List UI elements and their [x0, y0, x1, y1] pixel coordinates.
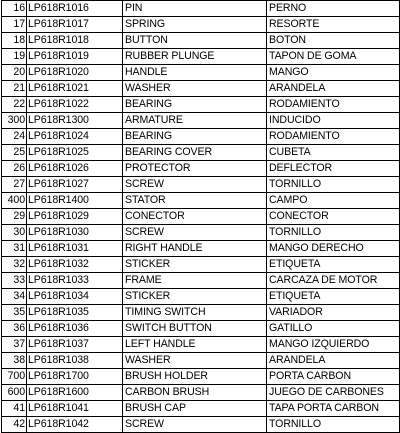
part-code: LP618R1029	[27, 209, 123, 225]
part-name-es: JUEGO DE CARBONES	[267, 385, 400, 401]
part-name-en: SCREW	[123, 177, 267, 193]
part-name-es: ARANDELA	[267, 81, 400, 97]
part-name-es: ETIQUETA	[267, 257, 400, 273]
part-number: 16	[2, 1, 27, 17]
part-name-en: BUTTON	[123, 33, 267, 49]
part-name-es: CUBETA	[267, 145, 400, 161]
part-number: 29	[2, 209, 27, 225]
part-name-en: BEARING	[123, 97, 267, 113]
table-row	[2, 145, 400, 161]
table-row	[2, 209, 400, 225]
part-name-es: RODAMIENTO	[267, 97, 400, 113]
part-name-es: ETIQUETA	[267, 289, 400, 305]
table-row	[2, 33, 400, 49]
part-name-es: TORNILLO	[267, 417, 400, 433]
part-number: 22	[2, 97, 27, 113]
table-row	[2, 241, 400, 257]
table-row	[2, 289, 400, 305]
part-name-en: CONECTOR	[123, 209, 267, 225]
part-number: 17	[2, 17, 27, 33]
part-name-en: PIN	[123, 1, 267, 17]
part-name-en: WASHER	[123, 81, 267, 97]
part-number: 38	[2, 353, 27, 369]
part-name-es: CARCAZA DE MOTOR	[267, 273, 400, 289]
part-code: LP618R1042	[27, 417, 123, 433]
table-row	[2, 257, 400, 273]
part-name-es: GATILLO	[267, 321, 400, 337]
table-row	[2, 337, 400, 353]
part-name-es: VARIADOR	[267, 305, 400, 321]
part-name-en: BEARING	[123, 129, 267, 145]
table-row	[2, 113, 400, 129]
table-row	[2, 177, 400, 193]
part-number: 26	[2, 161, 27, 177]
parts-table	[1, 0, 400, 433]
part-code: LP618R1020	[27, 65, 123, 81]
part-name-es: INDUCIDO	[267, 113, 400, 129]
part-number: 41	[2, 401, 27, 417]
table-row	[2, 369, 400, 385]
part-name-es: RODAMIENTO	[267, 129, 400, 145]
part-code: LP618R1018	[27, 33, 123, 49]
part-number: 42	[2, 417, 27, 433]
table-row	[2, 161, 400, 177]
part-name-es: PERNO	[267, 1, 400, 17]
part-name-en: BEARING COVER	[123, 145, 267, 161]
part-name-es: ARANDELA	[267, 353, 400, 369]
part-number: 25	[2, 145, 27, 161]
part-number: 21	[2, 81, 27, 97]
part-code: LP618R1017	[27, 17, 123, 33]
part-name-en: BRUSH CAP	[123, 401, 267, 417]
table-row	[2, 129, 400, 145]
part-name-en: SPRING	[123, 17, 267, 33]
part-code: LP618R1035	[27, 305, 123, 321]
part-code: LP618R1037	[27, 337, 123, 353]
part-name-es: CAMPO	[267, 193, 400, 209]
part-name-en: ARMATURE	[123, 113, 267, 129]
part-name-en: SWITCH BUTTON	[123, 321, 267, 337]
table-row	[2, 321, 400, 337]
part-name-en: STICKER	[123, 257, 267, 273]
part-number: 31	[2, 241, 27, 257]
part-code: LP618R1036	[27, 321, 123, 337]
part-name-en: HANDLE	[123, 65, 267, 81]
table-row	[2, 273, 400, 289]
part-number: 30	[2, 225, 27, 241]
part-code: LP618R1027	[27, 177, 123, 193]
part-name-en: STICKER	[123, 289, 267, 305]
part-code: LP618R1026	[27, 161, 123, 177]
part-code: LP618R1041	[27, 401, 123, 417]
table-row	[2, 225, 400, 241]
part-number: 36	[2, 321, 27, 337]
part-name-en: RIGHT HANDLE	[123, 241, 267, 257]
part-code: LP618R1031	[27, 241, 123, 257]
table-row	[2, 353, 400, 369]
table-row	[2, 1, 400, 17]
part-name-es: MANGO DERECHO	[267, 241, 400, 257]
part-code: LP618R1034	[27, 289, 123, 305]
table-row	[2, 193, 400, 209]
part-code: LP618R1022	[27, 97, 123, 113]
part-number: 34	[2, 289, 27, 305]
part-name-es: MANGO	[267, 65, 400, 81]
part-code: LP618R1032	[27, 257, 123, 273]
part-code: LP618R1016	[27, 1, 123, 17]
part-name-en: BRUSH HOLDER	[123, 369, 267, 385]
part-name-es: BOTON	[267, 33, 400, 49]
part-name-es: MANGO IZQUIERDO	[267, 337, 400, 353]
part-number: 32	[2, 257, 27, 273]
table-row	[2, 401, 400, 417]
part-number: 700	[2, 369, 27, 385]
part-code: LP618R1019	[27, 49, 123, 65]
part-name-es: TORNILLO	[267, 177, 400, 193]
parts-table-body	[2, 1, 400, 433]
part-code: LP618R1030	[27, 225, 123, 241]
table-row	[2, 305, 400, 321]
part-name-es: TAPON DE GOMA	[267, 49, 400, 65]
table-row	[2, 81, 400, 97]
part-number: 300	[2, 113, 27, 129]
part-code: LP618R1700	[27, 369, 123, 385]
part-name-es: PORTA CARBON	[267, 369, 400, 385]
part-name-en: RUBBER PLUNGE	[123, 49, 267, 65]
part-number: 20	[2, 65, 27, 81]
table-row	[2, 65, 400, 81]
part-name-es: CONECTOR	[267, 209, 400, 225]
part-number: 37	[2, 337, 27, 353]
part-number: 19	[2, 49, 27, 65]
table-row	[2, 17, 400, 33]
part-code: LP618R1400	[27, 193, 123, 209]
part-number: 35	[2, 305, 27, 321]
part-code: LP618R1024	[27, 129, 123, 145]
part-name-es: TAPA PORTA CARBON	[267, 401, 400, 417]
part-number: 24	[2, 129, 27, 145]
part-code: LP618R1600	[27, 385, 123, 401]
part-name-es: DEFLECTOR	[267, 161, 400, 177]
part-name-es: TORNILLO	[267, 225, 400, 241]
part-code: LP618R1021	[27, 81, 123, 97]
part-name-en: STATOR	[123, 193, 267, 209]
part-name-es: RESORTE	[267, 17, 400, 33]
part-name-en: PROTECTOR	[123, 161, 267, 177]
part-name-en: WASHER	[123, 353, 267, 369]
part-name-en: LEFT HANDLE	[123, 337, 267, 353]
table-row	[2, 385, 400, 401]
part-name-en: SCREW	[123, 225, 267, 241]
part-number: 400	[2, 193, 27, 209]
part-name-en: FRAME	[123, 273, 267, 289]
part-code: LP618R1025	[27, 145, 123, 161]
part-code: LP618R1033	[27, 273, 123, 289]
part-name-en: CARBON BRUSH	[123, 385, 267, 401]
table-row	[2, 49, 400, 65]
part-number: 33	[2, 273, 27, 289]
part-code: LP618R1300	[27, 113, 123, 129]
part-name-en: SCREW	[123, 417, 267, 433]
part-name-en: TIMING SWITCH	[123, 305, 267, 321]
table-row	[2, 97, 400, 113]
part-number: 600	[2, 385, 27, 401]
part-number: 18	[2, 33, 27, 49]
part-number: 27	[2, 177, 27, 193]
part-code: LP618R1038	[27, 353, 123, 369]
